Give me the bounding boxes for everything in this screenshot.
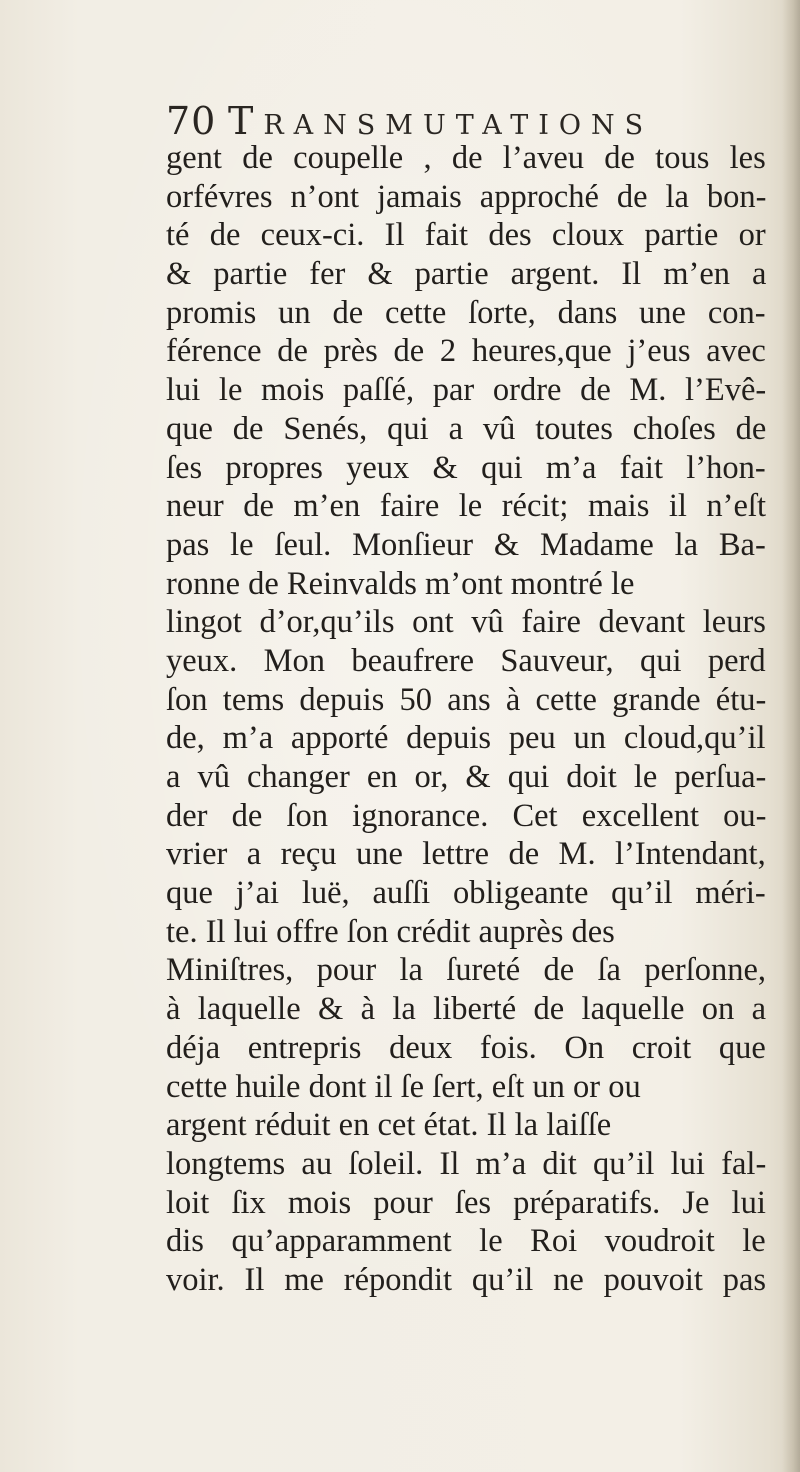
text-line: longtems au ſoleil. Il m’a dit qu’il lui fal- [166, 1145, 767, 1182]
text-line: yeux. Mon beaufrere Sauveur, qui perd [166, 642, 766, 679]
text-line: voir. Il me répondit qu’il ne pouvoit pas [166, 1261, 767, 1298]
body-text [166, 139, 766, 1300]
text-line: lui le mois paſſé, par ordre de M. l’Evê- [166, 372, 767, 409]
text-line: der de ſon ignorance. Cet excellent ou- [166, 797, 767, 834]
text-line: promis un de cette ſorte, dans une con- [166, 294, 766, 331]
page-number: 70 [166, 99, 217, 143]
text-line: déja entrepris deux fois. On croit que [166, 1029, 766, 1066]
text-line: que de Senés, qui a vû toutes choſes de [166, 410, 767, 447]
running-title: Transmutations [228, 99, 654, 143]
text-line: té de ceux-ci. Il fait des cloux partie or [166, 217, 766, 254]
text-line: pas le ſeul. Monſieur & Madame la Ba- [166, 526, 766, 563]
page-header [166, 98, 766, 144]
text-line: neur de m’en faire le récit; mais il n’eſt [166, 488, 766, 525]
text-line: férence de près de 2 heures,que j’eus avec [166, 333, 766, 370]
page-edge-shadow [782, 0, 800, 1472]
text-line: & partie fer & partie argent. Il m’en a [166, 256, 767, 293]
text-line: cette huile dont il ſe ſert, eſt un or ou [166, 1068, 641, 1105]
text-line: orfévres n’ont jamais approché de la bon- [166, 178, 767, 215]
text-line: loit ſix mois pour ſes préparatifs. Je lui [166, 1184, 766, 1221]
text-line: dis qu’apparamment le Roi voudroit le [166, 1223, 766, 1260]
text-line: vrier a reçu une lettre de M. l’Intendant, [166, 836, 766, 873]
text-line: argent réduit en cet état. Il la laiſſe [166, 1107, 612, 1144]
text-line: à laquelle & à la liberté de laquelle on a [166, 991, 767, 1028]
text-line: a vû changer en or, & qui doit le perſua- [166, 759, 767, 795]
text-line: de, m’a apporté depuis peu un cloud,qu’il [166, 720, 766, 757]
text-line: lingot d’or,qu’ils ont vû faire devant leurs [166, 604, 766, 641]
text-line: Miniſtres, pour la ſureté de ſa perſonne, [166, 952, 767, 989]
text-line: ronne de Reinvalds m’ont montré le [166, 565, 635, 602]
text-line: ſon tems depuis 50 ans à cette grande étu- [166, 681, 767, 718]
text-line: que j’ai luë, auſſi obligeante qu’il méri- [166, 875, 766, 912]
text-line: ſes propres yeux & qui m’a fait l’hon- [166, 449, 766, 486]
text-line: te. Il lui offre ſon crédit auprès des [166, 913, 615, 950]
text-line: gent de coupelle , de l’aveu de tous les [166, 140, 766, 176]
